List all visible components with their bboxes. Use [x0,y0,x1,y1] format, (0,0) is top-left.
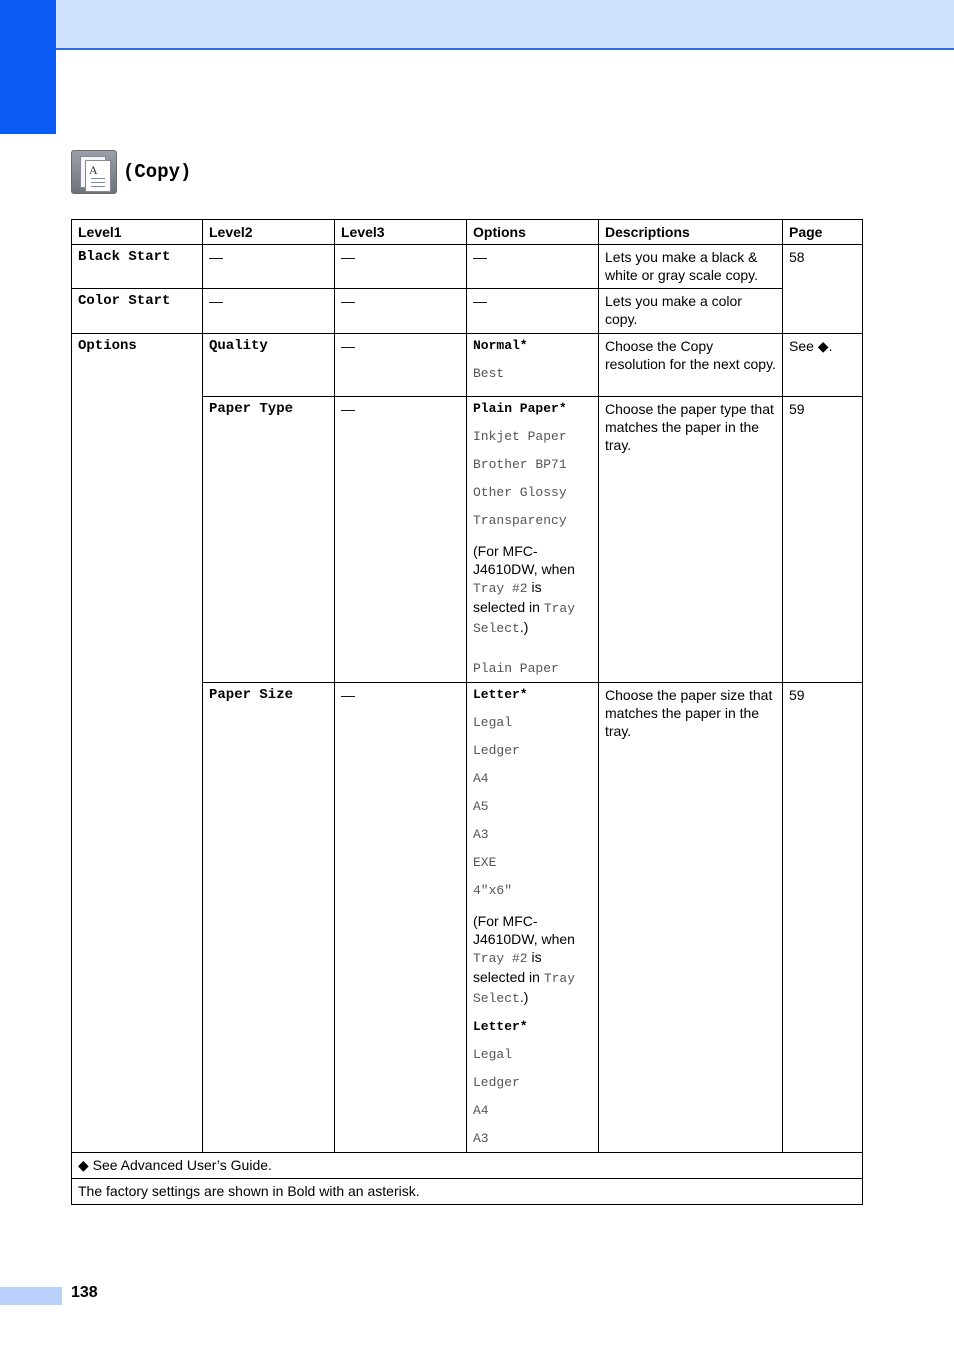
option-item: Transparency [473,513,567,528]
page-number-band [0,1287,62,1305]
option-item: Inkjet Paper [473,429,567,444]
option-item: Plain Paper* [473,401,567,416]
tray2-note: (For MFC-J4610DW, when Tray #2 is selected in Tray Select.) [473,913,576,1006]
option-item: A3 [473,827,489,842]
description-cell: Choose the Copy resolution for the next copy. [599,334,783,397]
level3-cell: — [335,245,467,289]
page-cell: See ◆. [783,334,863,397]
chapter-tab [0,0,56,134]
option-item: A4 [473,1103,489,1118]
level3-cell: — [335,334,467,397]
footnote-factory-settings: The factory settings are shown in Bold with an asterisk. [72,1179,863,1205]
option-item: Legal [473,715,513,730]
page-cell: 58 [783,245,863,334]
option-item: EXE [473,855,497,870]
option-item: Plain Paper [473,661,559,676]
level2-quality: Quality [203,334,335,397]
options-cell [467,683,599,1153]
description-cell: Choose the paper size that matches the paper in the tray. [599,683,783,1153]
option-item: A3 [473,1131,489,1146]
option-item: Legal [473,1047,513,1062]
page-number: 138 [71,1284,98,1301]
header-level3: Level3 [335,220,467,245]
header-level1: Level1 [72,220,203,245]
table-row [72,334,863,397]
option-item: Normal* [473,338,528,353]
option-item: 4"x6" [473,883,513,898]
option-item: Ledger [473,1075,520,1090]
option-item: Ledger [473,743,520,758]
section-title: (Copy) [123,161,192,183]
description-cell: Lets you make a color copy. [599,289,783,334]
footnote-row [72,1153,863,1179]
level1-options: Options [72,334,203,1153]
header-descriptions: Descriptions [599,220,783,245]
section-heading [71,150,191,194]
option-item: Best [473,366,505,381]
header-level2: Level2 [203,220,335,245]
header-band [56,0,954,50]
table-row [72,289,863,334]
option-item: A5 [473,799,489,814]
table-row [72,245,863,289]
header-options: Options [467,220,599,245]
option-item: Brother BP71 [473,457,567,472]
level2-paper-type: Paper Type [203,397,335,683]
level3-cell: — [335,683,467,1153]
option-item: A4 [473,771,489,786]
footnote-advanced-guide: ◆ See Advanced User’s Guide. [72,1153,863,1179]
level3-cell: — [335,289,467,334]
options-cell: — [467,289,599,334]
level2-cell: — [203,245,335,289]
level1-black-start: Black Start [72,245,203,289]
description-cell: Lets you make a black & white or gray scale copy. [599,245,783,289]
level3-cell: — [335,397,467,683]
copy-icon: A [71,150,117,194]
description-cell: Choose the paper type that matches the paper in the tray. [599,397,783,683]
options-cell: — [467,245,599,289]
header-page: Page [783,220,863,245]
footnote-row [72,1179,863,1205]
option-item: Letter* [473,1019,528,1034]
level2-cell: — [203,289,335,334]
option-item: Other Glossy [473,485,567,500]
level1-color-start: Color Start [72,289,203,334]
table-header-row [72,220,863,245]
tray2-note: (For MFC-J4610DW, when Tray #2 is selected in Tray Select.) [473,543,576,636]
page-cell: 59 [783,397,863,683]
level2-paper-size: Paper Size [203,683,335,1153]
options-cell [467,397,599,683]
options-cell [467,334,599,397]
copy-settings-table [71,219,863,1205]
page-cell: 59 [783,683,863,1153]
option-item: Letter* [473,687,528,702]
